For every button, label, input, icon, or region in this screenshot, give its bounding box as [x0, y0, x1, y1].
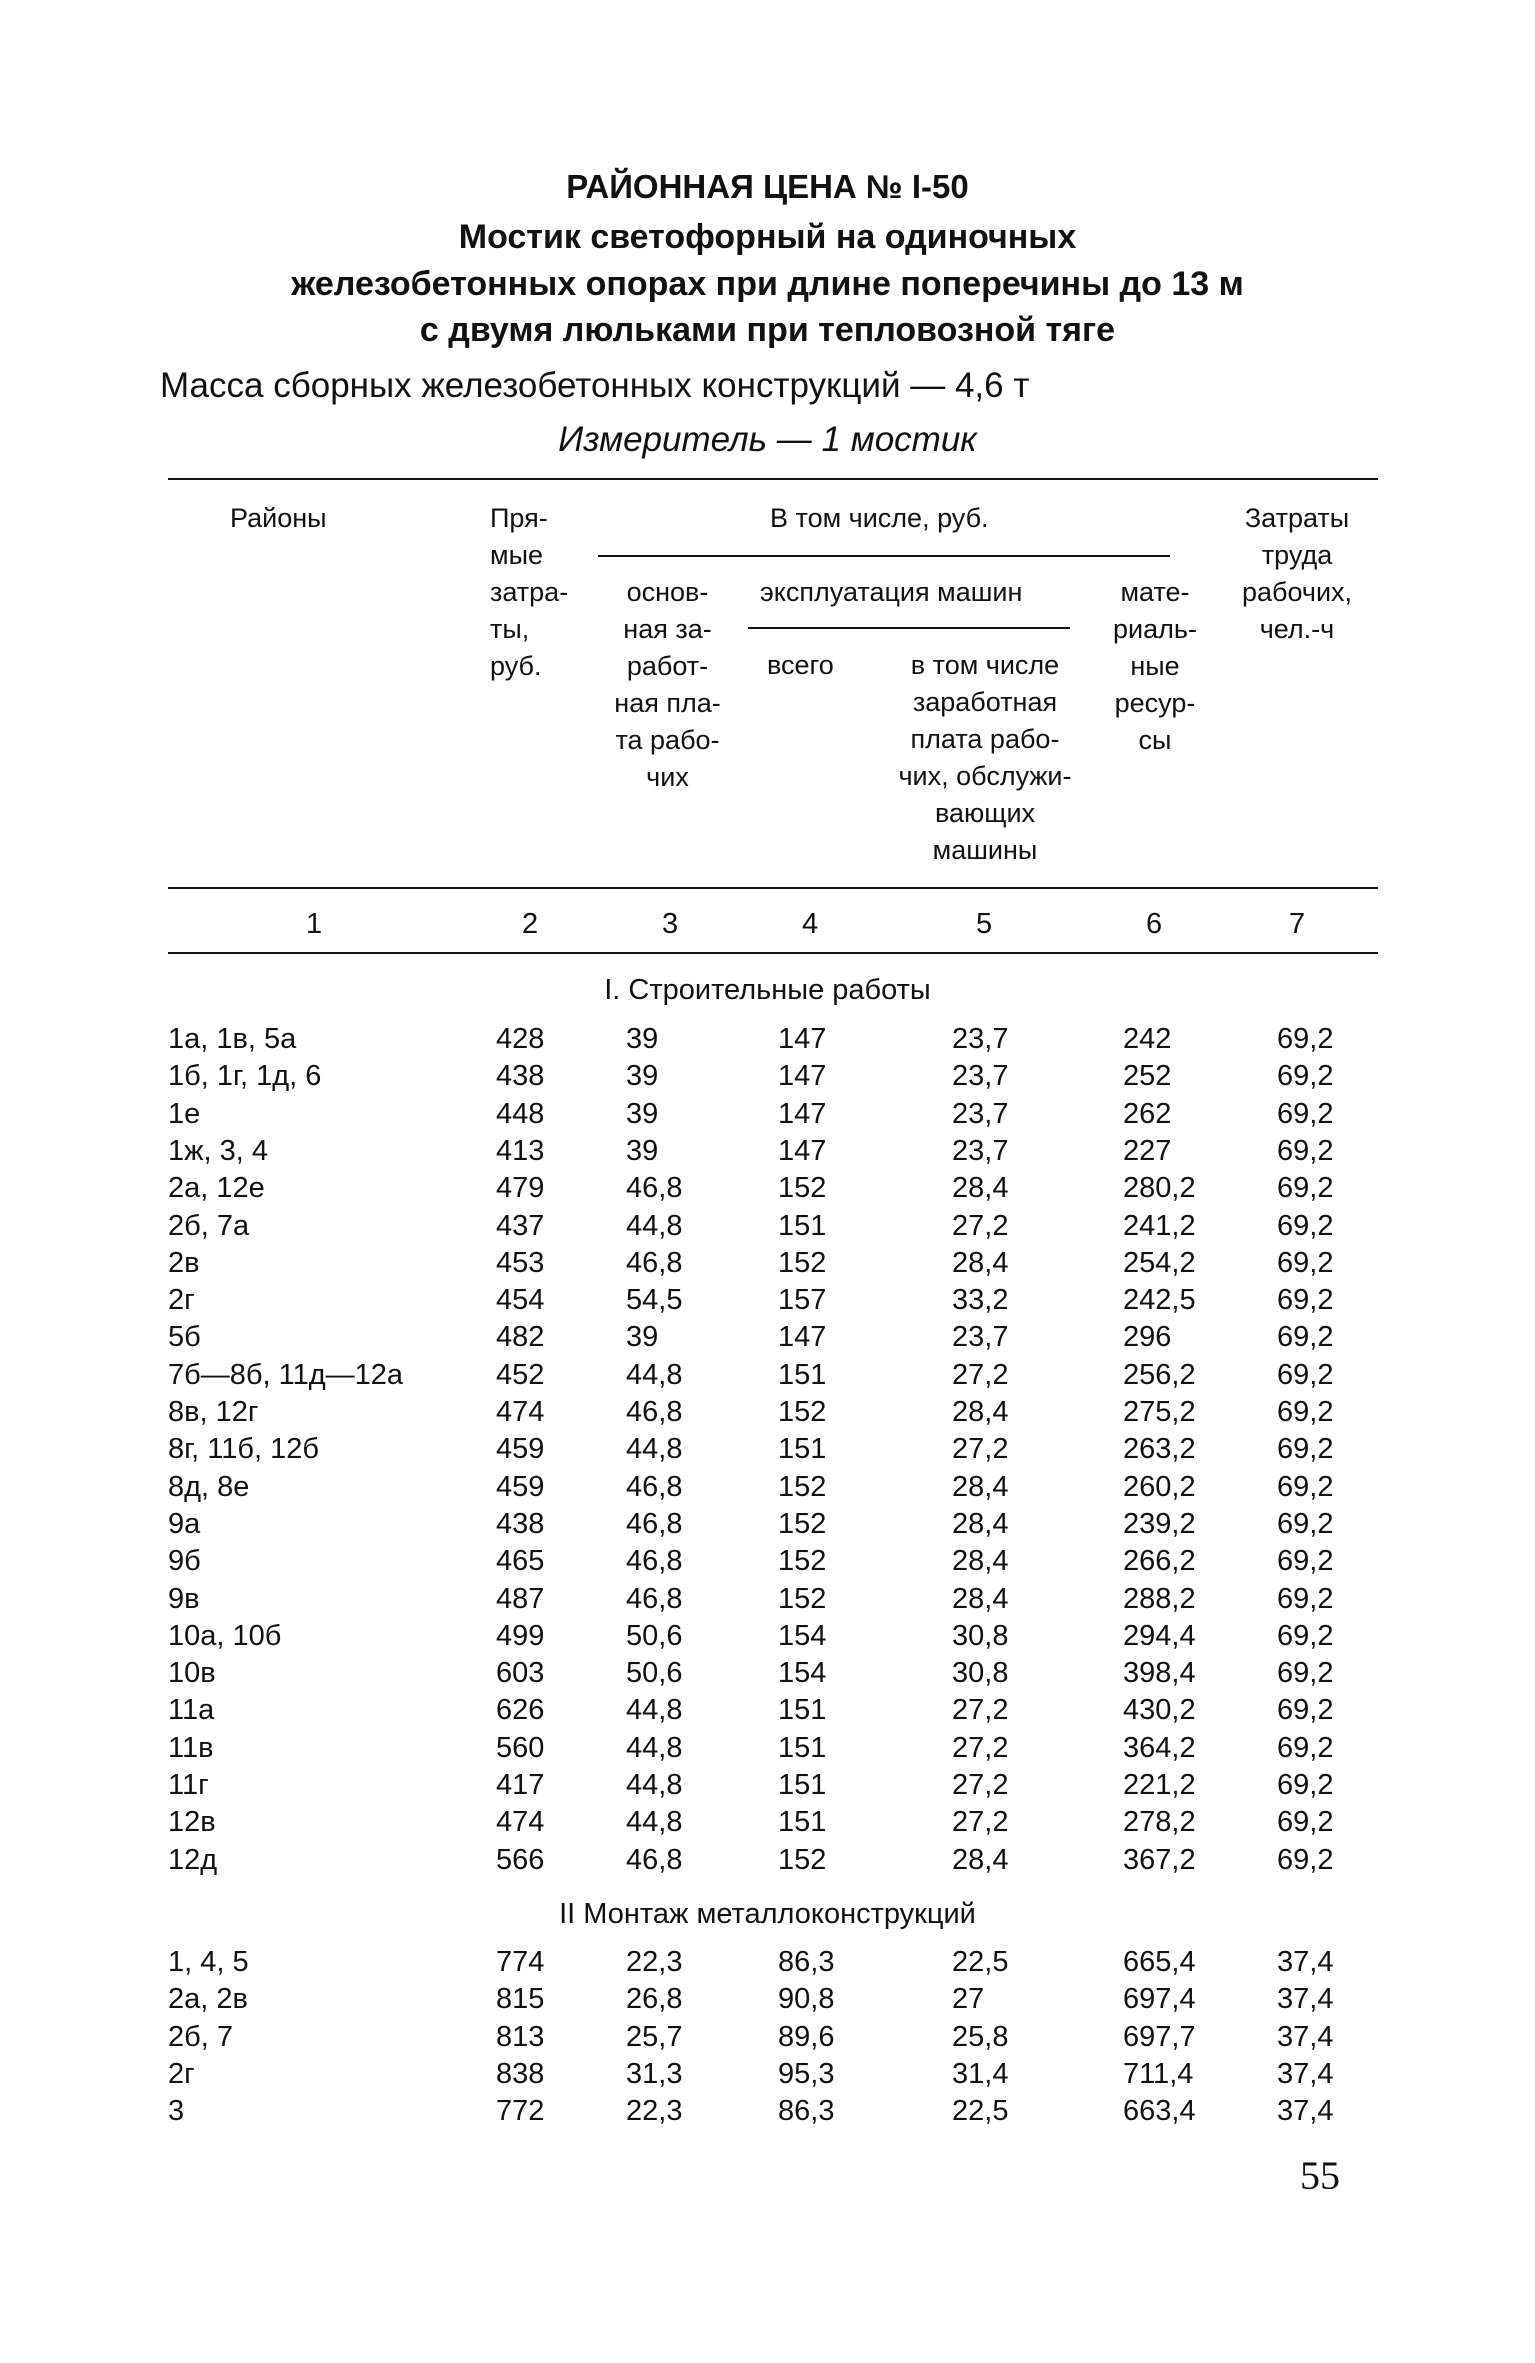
table-row [0, 1098, 1535, 1135]
subtitle-line-2: железобетонных опорах при длине поперечины до 13 м [291, 265, 1244, 303]
section-title: II Монтаж металлоконструкций [559, 1898, 976, 1930]
header-zatraty: Затраты труда рабочих, чел.-ч [1241, 503, 1353, 644]
cell-ekspl-vsego: 152 [778, 1172, 827, 1205]
cell-rayon: 9б [168, 1545, 201, 1578]
cell-pryamye: 482 [496, 1321, 545, 1354]
cell-materialy: 663,4 [1123, 2095, 1196, 2128]
table-row [0, 1210, 1535, 1247]
cell-osnovnaya-zp: 31,3 [626, 2057, 683, 2090]
header-v-tom-chisle-zp: в том числе заработная плата рабо- чих, обслужи- вающих машины [898, 650, 1072, 865]
cell-ekspl-zp: 28,4 [952, 1582, 1009, 1615]
cell-materialy: 665,4 [1123, 1946, 1196, 1978]
cell-ekspl-zp: 22,5 [952, 2095, 1009, 2128]
cell-rayon: 1ж, 3, 4 [168, 1134, 269, 1167]
cell-trudozatraty: 37,4 [1277, 2095, 1334, 2128]
cell-osnovnaya-zp: 46,8 [626, 1545, 683, 1578]
cell-ekspl-vsego: 151 [778, 1209, 827, 1242]
cell-trudozatraty: 69,2 [1277, 1769, 1334, 1801]
cell-trudozatraty: 37,4 [1277, 1983, 1334, 2016]
header-bottom-rule [168, 887, 1378, 889]
cell-pryamye: 603 [496, 1657, 545, 1690]
cell-osnovnaya-zp: 44,8 [626, 1433, 683, 1466]
cell-rayon: 12д [168, 1843, 218, 1876]
cell-rayon: 2а, 2в [168, 1983, 248, 2016]
cell-ekspl-zp: 27,2 [952, 1433, 1009, 1466]
cell-trudozatraty: 69,2 [1277, 1246, 1334, 1279]
cell-osnovnaya-zp: 46,8 [626, 1843, 683, 1876]
cell-materialy: 367,2 [1123, 1843, 1196, 1876]
cell-pryamye: 772 [496, 2095, 545, 2128]
cell-ekspl-zp: 27 [952, 1983, 985, 2016]
cell-rayon: 11г [168, 1769, 209, 1801]
cell-trudozatraty: 69,2 [1277, 1731, 1334, 1764]
cell-rayon: 2б, 7а [168, 1209, 250, 1242]
cell-osnovnaya-zp: 44,8 [626, 1806, 683, 1839]
cell-osnovnaya-zp: 46,8 [626, 1507, 683, 1540]
cell-ekspl-vsego: 151 [778, 1358, 827, 1391]
cell-materialy: 280,2 [1123, 1172, 1196, 1205]
cell-ekspl-zp: 30,8 [952, 1657, 1009, 1690]
cell-ekspl-zp: 27,2 [952, 1358, 1009, 1391]
cell-trudozatraty: 69,2 [1277, 1619, 1334, 1652]
header-osnovnaya: основ- ная за- работ- ная пла- та рабо- чих [614, 577, 721, 792]
header-v-tom-chisle: В том числе, руб. [770, 503, 989, 533]
cell-ekspl-zp: 27,2 [952, 1694, 1009, 1727]
cell-osnovnaya-zp: 39 [626, 1134, 659, 1167]
cell-materialy: 260,2 [1123, 1470, 1196, 1503]
cell-pryamye: 465 [496, 1545, 545, 1578]
table-row [0, 1396, 1535, 1433]
cell-pryamye: 448 [496, 1097, 545, 1130]
header-pryamye: Пря- мые затра- ты, руб. [490, 503, 569, 681]
cell-ekspl-vsego: 151 [778, 1694, 827, 1727]
header-rule-2 [748, 627, 1070, 629]
cell-materialy: 364,2 [1123, 1731, 1196, 1764]
cell-ekspl-vsego: 95,3 [778, 2057, 835, 2090]
table-row [0, 1657, 1535, 1694]
cell-pryamye: 452 [496, 1358, 545, 1391]
column-number-7: 7 [1289, 908, 1306, 940]
cell-trudozatraty: 37,4 [1277, 2057, 1334, 2090]
cell-osnovnaya-zp: 44,8 [626, 1209, 683, 1242]
cell-osnovnaya-zp: 22,3 [626, 2095, 683, 2128]
cell-rayon: 8д, 8е [168, 1470, 250, 1503]
cell-ekspl-vsego: 152 [778, 1582, 827, 1615]
cell-ekspl-zp: 31,4 [952, 2057, 1009, 2090]
cell-materialy: 242 [1123, 1023, 1172, 1055]
cell-trudozatraty: 69,2 [1277, 1433, 1334, 1466]
column-number-3: 3 [662, 908, 679, 940]
cell-materialy: 242,5 [1123, 1284, 1196, 1317]
cell-ekspl-zp: 23,7 [952, 1023, 1009, 1055]
cell-ekspl-vsego: 151 [778, 1433, 827, 1466]
cell-osnovnaya-zp: 46,8 [626, 1396, 683, 1428]
cell-trudozatraty: 69,2 [1277, 1097, 1334, 1130]
cell-materialy: 288,2 [1123, 1582, 1196, 1615]
header-rule-1 [598, 555, 1170, 557]
cell-ekspl-zp: 28,4 [952, 1545, 1009, 1578]
cell-ekspl-vsego: 154 [778, 1657, 827, 1690]
table-row [0, 1732, 1535, 1769]
cell-ekspl-zp: 33,2 [952, 1284, 1009, 1317]
cell-rayon: 10в [168, 1657, 216, 1690]
cell-osnovnaya-zp: 44,8 [626, 1358, 683, 1391]
table-row [0, 1135, 1535, 1172]
subtitle-line-3: с двумя люльками при тепловозной тяге [419, 311, 1116, 349]
cell-rayon: 12в [168, 1806, 216, 1839]
cell-rayon: 3 [168, 2095, 185, 2128]
cell-trudozatraty: 69,2 [1277, 1694, 1334, 1727]
cell-ekspl-vsego: 152 [778, 1843, 827, 1876]
subtitle-line-1: Мостик светофорный на одиночных [458, 218, 1077, 256]
cell-trudozatraty: 69,2 [1277, 1284, 1334, 1317]
cell-materialy: 252 [1123, 1060, 1172, 1093]
table-row [0, 1172, 1535, 1209]
cell-ekspl-vsego: 90,8 [778, 1983, 835, 2016]
table-row [0, 1247, 1535, 1284]
cell-pryamye: 438 [496, 1060, 545, 1093]
cell-rayon: 9в [168, 1582, 200, 1615]
cell-materialy: 711,4 [1123, 2057, 1194, 2090]
column-number-6: 6 [1146, 908, 1163, 940]
table-row [0, 1844, 1535, 1881]
cell-pryamye: 453 [496, 1246, 545, 1279]
cell-rayon: 9а [168, 1507, 201, 1540]
column-number-2: 2 [522, 908, 539, 940]
cell-pryamye: 560 [496, 1731, 545, 1764]
column-number-5: 5 [976, 908, 993, 940]
cell-osnovnaya-zp: 25,7 [626, 2020, 683, 2053]
cell-rayon: 1а, 1в, 5а [168, 1023, 297, 1055]
cell-ekspl-zp: 28,4 [952, 1843, 1009, 1876]
cell-osnovnaya-zp: 44,8 [626, 1694, 683, 1727]
cell-osnovnaya-zp: 50,6 [626, 1619, 683, 1652]
cell-rayon: 11в [168, 1731, 214, 1764]
cell-osnovnaya-zp: 39 [626, 1321, 659, 1354]
cell-rayon: 1е [168, 1097, 201, 1130]
cell-rayon: 8в, 12г [168, 1396, 259, 1428]
cell-trudozatraty: 69,2 [1277, 1470, 1334, 1503]
cell-pryamye: 459 [496, 1433, 545, 1466]
cell-trudozatraty: 69,2 [1277, 1134, 1334, 1167]
cell-pryamye: 813 [496, 2020, 545, 2053]
cell-pryamye: 459 [496, 1470, 545, 1503]
cell-pryamye: 474 [496, 1806, 545, 1839]
cell-materialy: 263,2 [1123, 1433, 1196, 1466]
cell-ekspl-vsego: 154 [778, 1619, 827, 1652]
cell-pryamye: 566 [496, 1843, 545, 1876]
table-row [0, 1583, 1535, 1620]
cell-osnovnaya-zp: 39 [626, 1023, 659, 1055]
cell-trudozatraty: 37,4 [1277, 1946, 1334, 1978]
cell-materialy: 697,4 [1123, 1983, 1196, 2016]
cell-materialy: 294,4 [1123, 1619, 1196, 1652]
cell-ekspl-zp: 30,8 [952, 1619, 1009, 1652]
cell-ekspl-vsego: 152 [778, 1396, 827, 1428]
cell-ekspl-vsego: 151 [778, 1731, 827, 1764]
cell-ekspl-vsego: 147 [778, 1134, 827, 1167]
cell-materialy: 262 [1123, 1097, 1172, 1130]
cell-rayon: 2г [168, 2057, 195, 2090]
cell-pryamye: 479 [496, 1172, 545, 1205]
table-row [0, 2058, 1535, 2095]
table-row [0, 1284, 1535, 1321]
cell-materialy: 296 [1123, 1321, 1172, 1354]
cell-ekspl-vsego: 151 [778, 1806, 827, 1839]
cell-ekspl-zp: 27,2 [952, 1731, 1009, 1764]
cell-rayon: 2б, 7 [168, 2020, 233, 2053]
cell-pryamye: 413 [496, 1134, 545, 1167]
cell-rayon: 10а, 10б [168, 1619, 282, 1652]
page-number: 55 [1300, 2153, 1340, 2198]
cell-rayon: 2г [168, 1284, 195, 1317]
cell-rayon: 7б—8б, 11д—12а [168, 1358, 404, 1391]
cell-osnovnaya-zp: 39 [626, 1097, 659, 1130]
cell-ekspl-vsego: 147 [778, 1060, 827, 1093]
cell-ekspl-zp: 23,7 [952, 1060, 1009, 1093]
cell-pryamye: 499 [496, 1619, 545, 1652]
mass-note: Масса сборных железобетонных конструкций — 4,6 т [160, 366, 1030, 405]
table-row [0, 1946, 1535, 1983]
cell-ekspl-vsego: 147 [778, 1321, 827, 1354]
cell-ekspl-vsego: 152 [778, 1470, 827, 1503]
cell-ekspl-zp: 23,7 [952, 1097, 1009, 1130]
cell-materialy: 256,2 [1123, 1358, 1196, 1391]
cell-materialy: 278,2 [1123, 1806, 1196, 1839]
cell-trudozatraty: 69,2 [1277, 1060, 1334, 1093]
cell-rayon: 8г, 11б, 12б [168, 1433, 319, 1466]
cell-osnovnaya-zp: 46,8 [626, 1172, 683, 1205]
cell-materialy: 221,2 [1123, 1769, 1196, 1801]
cell-trudozatraty: 69,2 [1277, 1358, 1334, 1391]
table-row [0, 1060, 1535, 1097]
cell-ekspl-zp: 28,4 [952, 1246, 1009, 1279]
section-title: I. Строительные работы [604, 974, 931, 1006]
cell-ekspl-zp: 25,8 [952, 2020, 1009, 2053]
cell-trudozatraty: 69,2 [1277, 1396, 1334, 1428]
table-row [0, 2095, 1535, 2132]
cell-osnovnaya-zp: 39 [626, 1060, 659, 1093]
cell-trudozatraty: 69,2 [1277, 1806, 1334, 1839]
cell-osnovnaya-zp: 46,8 [626, 1470, 683, 1503]
cell-ekspl-zp: 23,7 [952, 1321, 1009, 1354]
cell-osnovnaya-zp: 46,8 [626, 1246, 683, 1279]
cell-rayon: 11а [168, 1694, 215, 1727]
price-title: РАЙОННАЯ ЦЕНА № I-50 [566, 168, 969, 205]
cell-pryamye: 417 [496, 1769, 545, 1801]
cell-osnovnaya-zp: 50,6 [626, 1657, 683, 1690]
table-top-rule [168, 478, 1378, 480]
cell-ekspl-zp: 28,4 [952, 1396, 1009, 1428]
cell-ekspl-vsego: 86,3 [778, 1946, 835, 1978]
cell-osnovnaya-zp: 22,3 [626, 1946, 683, 1978]
cell-trudozatraty: 69,2 [1277, 1657, 1334, 1690]
cell-ekspl-vsego: 152 [778, 1507, 827, 1540]
cell-rayon: 5б [168, 1321, 201, 1354]
table-row [0, 1806, 1535, 1843]
header-vsego: всего [767, 650, 834, 680]
cell-materialy: 254,2 [1123, 1246, 1196, 1279]
cell-osnovnaya-zp: 44,8 [626, 1731, 683, 1764]
cell-pryamye: 438 [496, 1507, 545, 1540]
cell-rayon: 1, 4, 5 [168, 1946, 249, 1978]
cell-materialy: 241,2 [1123, 1209, 1196, 1242]
cell-ekspl-vsego: 152 [778, 1246, 827, 1279]
cell-rayon: 2а, 12е [168, 1172, 265, 1205]
header-ekspluatatsiya: эксплуатация машин [760, 577, 1023, 607]
cell-ekspl-vsego: 86,3 [778, 2095, 835, 2128]
cell-ekspl-zp: 27,2 [952, 1209, 1009, 1242]
cell-pryamye: 626 [496, 1694, 545, 1727]
cell-trudozatraty: 37,4 [1277, 2020, 1334, 2053]
cell-rayon: 1б, 1г, 1д, 6 [168, 1060, 322, 1093]
table-row [0, 1545, 1535, 1582]
cell-pryamye: 838 [496, 2057, 545, 2090]
cell-trudozatraty: 69,2 [1277, 1172, 1334, 1205]
measure-unit: Измеритель — 1 мостик [558, 420, 977, 459]
cell-ekspl-vsego: 89,6 [778, 2020, 835, 2053]
table-row [0, 1471, 1535, 1508]
cell-materialy: 697,7 [1123, 2020, 1196, 2053]
cell-materialy: 227 [1123, 1134, 1172, 1167]
column-number-4: 4 [802, 908, 819, 940]
cell-trudozatraty: 69,2 [1277, 1023, 1334, 1055]
cell-pryamye: 428 [496, 1023, 545, 1055]
cell-pryamye: 454 [496, 1284, 545, 1317]
table-row [0, 1508, 1535, 1545]
cell-trudozatraty: 69,2 [1277, 1507, 1334, 1540]
cell-materialy: 266,2 [1123, 1545, 1196, 1578]
table-row [0, 1433, 1535, 1470]
table-row [0, 2021, 1535, 2058]
cell-ekspl-zp: 28,4 [952, 1507, 1009, 1540]
table-row [0, 1694, 1535, 1731]
column-number-1: 1 [306, 908, 323, 940]
cell-pryamye: 774 [496, 1946, 545, 1978]
table-row [0, 1023, 1535, 1060]
table-row [0, 1359, 1535, 1396]
cell-trudozatraty: 69,2 [1277, 1843, 1334, 1876]
column-numbers-rule [168, 952, 1378, 954]
cell-ekspl-vsego: 147 [778, 1023, 827, 1055]
cell-pryamye: 474 [496, 1396, 545, 1428]
cell-trudozatraty: 69,2 [1277, 1321, 1334, 1354]
cell-materialy: 239,2 [1123, 1507, 1196, 1540]
cell-materialy: 398,4 [1123, 1657, 1196, 1690]
cell-materialy: 430,2 [1123, 1694, 1196, 1727]
cell-ekspl-zp: 28,4 [952, 1470, 1009, 1503]
cell-pryamye: 487 [496, 1582, 545, 1615]
cell-osnovnaya-zp: 26,8 [626, 1983, 683, 2016]
cell-pryamye: 437 [496, 1209, 545, 1242]
cell-ekspl-vsego: 157 [778, 1284, 827, 1317]
cell-ekspl-zp: 27,2 [952, 1806, 1009, 1839]
header-materialnye: мате- риаль- ные ресур- сы [1113, 577, 1197, 755]
cell-pryamye: 815 [496, 1983, 545, 2016]
cell-ekspl-vsego: 152 [778, 1545, 827, 1578]
cell-rayon: 2в [168, 1246, 200, 1279]
cell-osnovnaya-zp: 44,8 [626, 1769, 683, 1801]
cell-ekspl-vsego: 147 [778, 1097, 827, 1130]
cell-trudozatraty: 69,2 [1277, 1209, 1334, 1242]
table-row [0, 1983, 1535, 2020]
cell-ekspl-zp: 23,7 [952, 1134, 1009, 1167]
cell-trudozatraty: 69,2 [1277, 1545, 1334, 1578]
cell-osnovnaya-zp: 54,5 [626, 1284, 683, 1317]
table-row [0, 1769, 1535, 1806]
cell-materialy: 275,2 [1123, 1396, 1196, 1428]
table-row [0, 1620, 1535, 1657]
cell-ekspl-zp: 28,4 [952, 1172, 1009, 1205]
cell-trudozatraty: 69,2 [1277, 1582, 1334, 1615]
cell-ekspl-vsego: 151 [778, 1769, 827, 1801]
header-rayony: Районы [230, 503, 327, 533]
table-row [0, 1321, 1535, 1358]
cell-ekspl-zp: 27,2 [952, 1769, 1009, 1801]
cell-ekspl-zp: 22,5 [952, 1946, 1009, 1978]
cell-osnovnaya-zp: 46,8 [626, 1582, 683, 1615]
